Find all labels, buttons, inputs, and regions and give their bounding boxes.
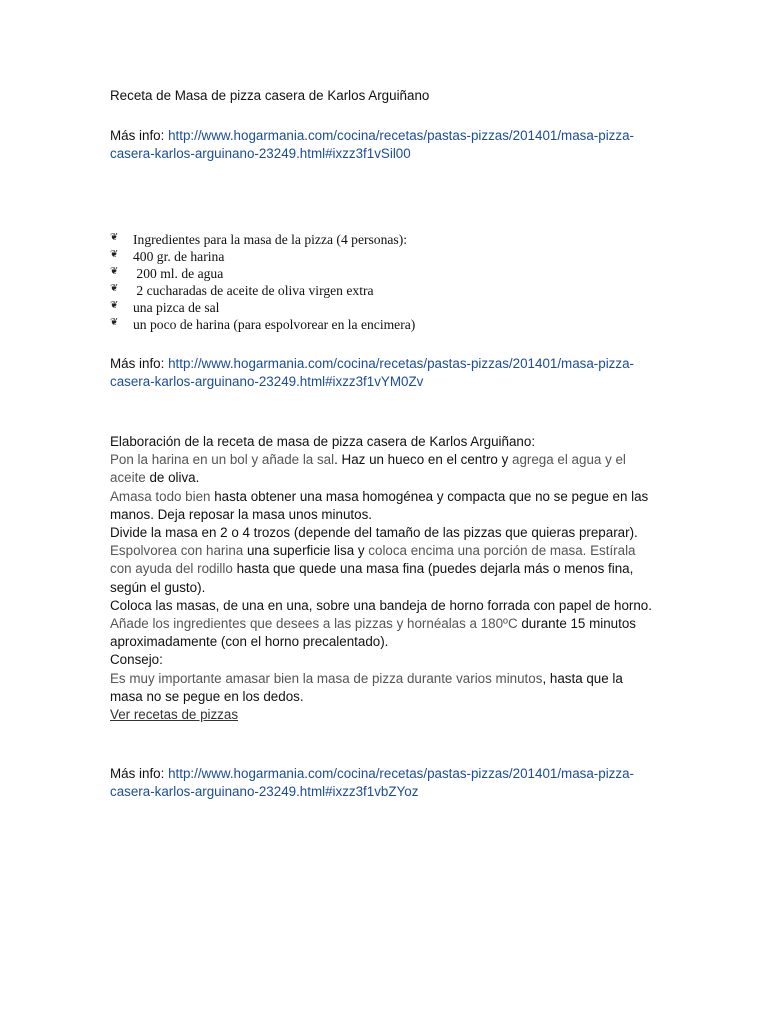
- elaboration-section: [110, 433, 652, 724]
- more-info-link-2-line-1[interactable]: http://www.hogarmania.com/cocina/recetas/pastas-pizzas/201401/masa-pizza-: [168, 356, 634, 371]
- step-line: aproximadamente (con el horno precalentado).: [110, 634, 389, 650]
- list-item: ❦ un poco de harina (para espolvorear en la encimera): [110, 316, 416, 332]
- fleuron-bullet-icon: ❦: [110, 265, 119, 277]
- list-item: ❦ 200 ml. de agua: [110, 265, 224, 281]
- more-info-label: Más info:: [110, 766, 165, 781]
- more-info-link-3-line-1[interactable]: http://www.hogarmania.com/cocina/recetas/pastas-pizzas/201401/masa-pizza-: [168, 766, 634, 781]
- more-info-link-1-line-2[interactable]: casera-karlos-arguinano-23249.html#ixzz3f1vSil00: [110, 146, 411, 162]
- elaboration-heading: Elaboración de la receta de masa de pizza casera de Karlos Arguiñano:: [110, 434, 536, 449]
- step-line: con ayuda del rodillo hasta que quede una masa fina (puedes dejarla más o menos fina,: [110, 561, 634, 577]
- more-info-link-1-line-1[interactable]: http://www.hogarmania.com/cocina/recetas/pastas-pizzas/201401/masa-pizza-: [168, 128, 634, 143]
- fleuron-bullet-icon: ❦: [110, 232, 119, 243]
- more-info-block-3: [110, 765, 634, 801]
- step-line: Añade los ingredientes que desees a las pizzas y hornéalas a 180ºC durante 15 minutos: [110, 616, 636, 632]
- step-line: Pon la harina en un bol y añade la sal. Haz un hueco en el centro y agrega el agua y el: [110, 452, 626, 468]
- step-line: Divide la masa en 2 o 4 trozos (depende del tamaño de las pizzas que quieras preparar).: [110, 525, 638, 541]
- list-item: ❦ 2 cucharadas de aceite de oliva virgen extra: [110, 282, 374, 298]
- page-title: Receta de Masa de pizza casera de Karlos Arguiñano: [110, 88, 430, 103]
- fleuron-bullet-icon: ❦: [110, 248, 119, 260]
- step-line: Coloca las masas, de una en una, sobre una bandeja de horno forrada con papel de horno.: [110, 597, 652, 613]
- more-info-block-2: [110, 355, 634, 391]
- fleuron-bullet-icon: ❦: [110, 282, 119, 294]
- more-info-link-3-line-2[interactable]: casera-karlos-arguinano-23249.html#ixzz3f1vbZYoz: [110, 784, 419, 800]
- more-info-label: Más info:: [110, 128, 165, 143]
- step-line: Espolvorea con harina una superficie lisa y coloca encima una porción de masa. Estírala: [110, 543, 636, 559]
- more-info-block-1: [110, 127, 634, 163]
- step-line: según el gusto).: [110, 579, 206, 595]
- list-item: ❦ una pizca de sal: [110, 299, 220, 315]
- fleuron-bullet-icon: ❦: [110, 316, 119, 328]
- list-item: ❦ Ingredientes para la masa de la pizza (4 personas):: [110, 232, 408, 247]
- step-line: aceite de oliva.: [110, 470, 200, 486]
- fleuron-bullet-icon: ❦: [110, 299, 119, 311]
- more-info-link-2-line-2[interactable]: casera-karlos-arguinano-23249.html#ixzz3f1vYM0Zv: [110, 374, 424, 390]
- step-line: Amasa todo bien hasta obtener una masa homogénea y compacta que no se pegue en las: [110, 488, 649, 504]
- ingredients-list: [110, 232, 415, 333]
- see-pizza-recipes-link[interactable]: Ver recetas de pizzas: [110, 707, 239, 723]
- step-line: manos. Deja reposar la masa unos minutos.: [110, 506, 372, 522]
- tip-line: masa no se pegue en los dedos.: [110, 688, 304, 704]
- more-info-label: Más info:: [110, 356, 165, 371]
- list-item: ❦ 400 gr. de harina: [110, 248, 225, 264]
- tip-label: Consejo:: [110, 652, 163, 668]
- tip-line: Es muy importante amasar bien la masa de pizza durante varios minutos, hasta que la: [110, 670, 623, 686]
